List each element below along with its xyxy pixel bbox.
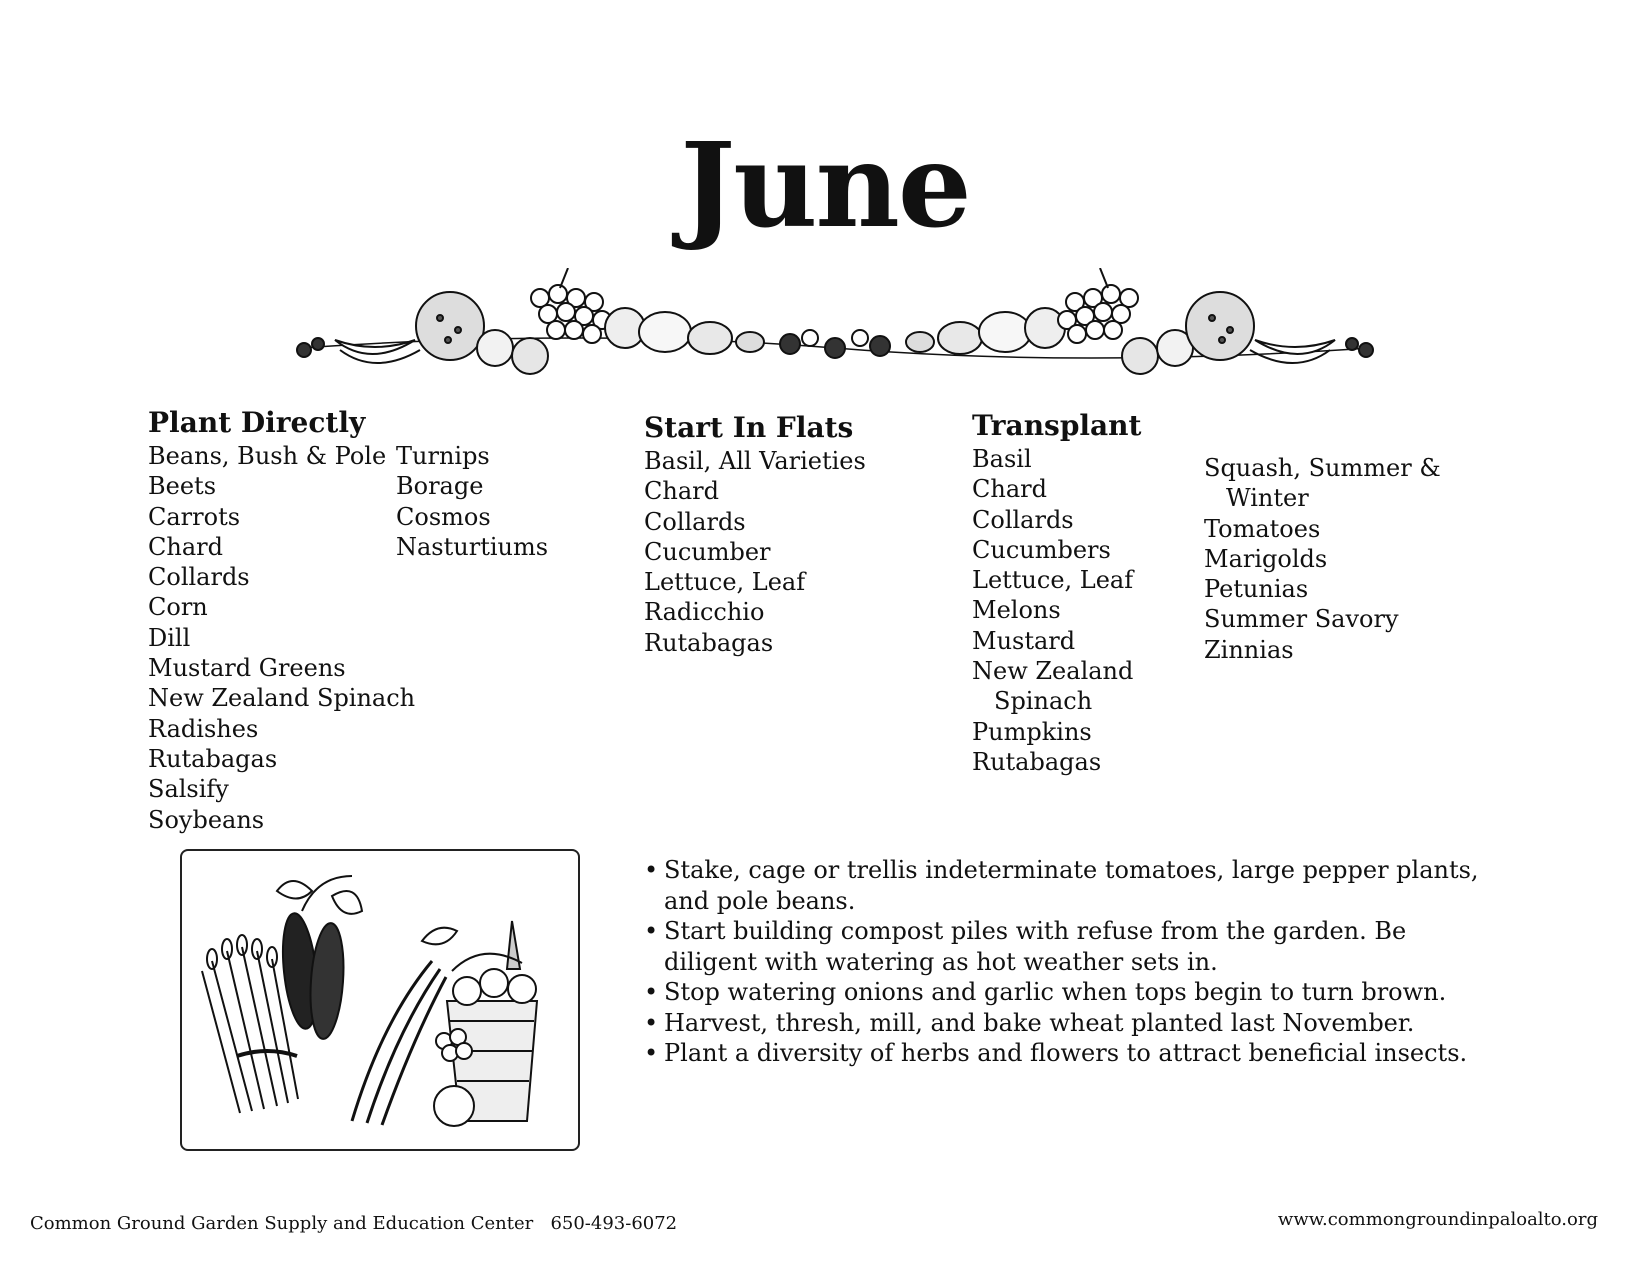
list-item: Marigolds [1204,544,1328,573]
list-item: Dill [148,623,191,652]
start-in-flats-heading: Start In Flats [644,411,854,444]
tip-item: • Harvest, thresh, mill, and bake wheat planted last November. [644,1008,1504,1039]
footer-website[interactable]: www.commongroundinpaloalto.org [1277,1209,1598,1230]
list-item: Carrots [148,502,241,531]
list-item: Chard [644,477,719,506]
list-item: Collards [148,563,250,592]
list-item: Soybeans [148,805,265,834]
tip-item: • Stop watering onions and garlic when tops begin to turn brown. [644,977,1504,1008]
list-item: Zinnias [1204,635,1294,664]
list-item: Pumpkins [972,717,1092,746]
list-item: Basil [972,445,1032,473]
list-item: Tomatoes [1204,514,1321,543]
list-item: Basil, All Varieties [644,447,866,475]
list-item: Nasturtiums [396,532,549,561]
illustration-frame [180,849,580,1151]
list-item: Corn [148,593,208,622]
list-item: Rutabagas [972,747,1102,776]
vegetable-basket-illustration [182,851,578,1149]
fruit-garland-illustration [290,268,1380,390]
plant-directly-list [148,441,415,835]
list-item: New Zealand [972,657,1134,686]
list-item: Beets [148,472,217,501]
list-item: Cucumbers [972,535,1111,564]
list-item: Collards [972,505,1074,534]
page-title: June [680,118,970,254]
plant-directly-heading: Plant Directly [148,406,366,439]
list-item: Radishes [148,714,259,743]
gardening-tips-list [644,855,1504,1069]
list-item: Chard [972,475,1047,504]
list-item: Rutabagas [644,628,774,657]
plant-directly-list-secondary [396,441,548,562]
tip-item: • Start building compost piles with refuse from the garden. Be diligent with watering as hot weather sets in. [644,916,1504,977]
list-item: Turnips [396,442,490,470]
list-item: Summer Savory [1204,605,1399,634]
footer-organization [30,1215,677,1233]
list-item: Cucumber [644,537,771,566]
list-item: Rutabagas [148,744,278,773]
tip-item: • Plant a diversity of herbs and flowers to attract beneficial insects. [644,1038,1504,1069]
start-in-flats-list [644,446,866,658]
transplant-heading: Transplant [972,409,1142,442]
footer-org-name: Common Ground Garden Supply and Education Center [30,1213,534,1234]
list-item: Chard [148,532,223,561]
list-item: Squash, Summer & [1204,454,1441,482]
list-item: Melons [972,596,1061,625]
list-item: Winter [1226,484,1309,513]
list-item: Beans, Bush & Pole [148,442,387,470]
list-item: Radicchio [644,598,765,627]
list-item: Petunias [1204,575,1309,604]
list-item: Borage [396,472,484,501]
transplant-list-secondary [1204,453,1441,665]
list-item: Collards [644,507,746,536]
list-item: Salsify [148,775,229,804]
list-item: Lettuce, Leaf [972,566,1134,595]
transplant-list [972,444,1133,777]
footer-phone: 650-493-6072 [550,1213,678,1234]
list-item: Mustard Greens [148,654,346,683]
list-item: Spinach [994,687,1093,716]
list-item: Cosmos [396,502,491,531]
list-item: Mustard [972,626,1076,655]
list-item: Lettuce, Leaf [644,568,806,597]
list-item: New Zealand Spinach [148,684,416,713]
tip-item: • Stake, cage or trellis indeterminate tomatoes, large pepper plants, and pole beans. [644,855,1504,916]
